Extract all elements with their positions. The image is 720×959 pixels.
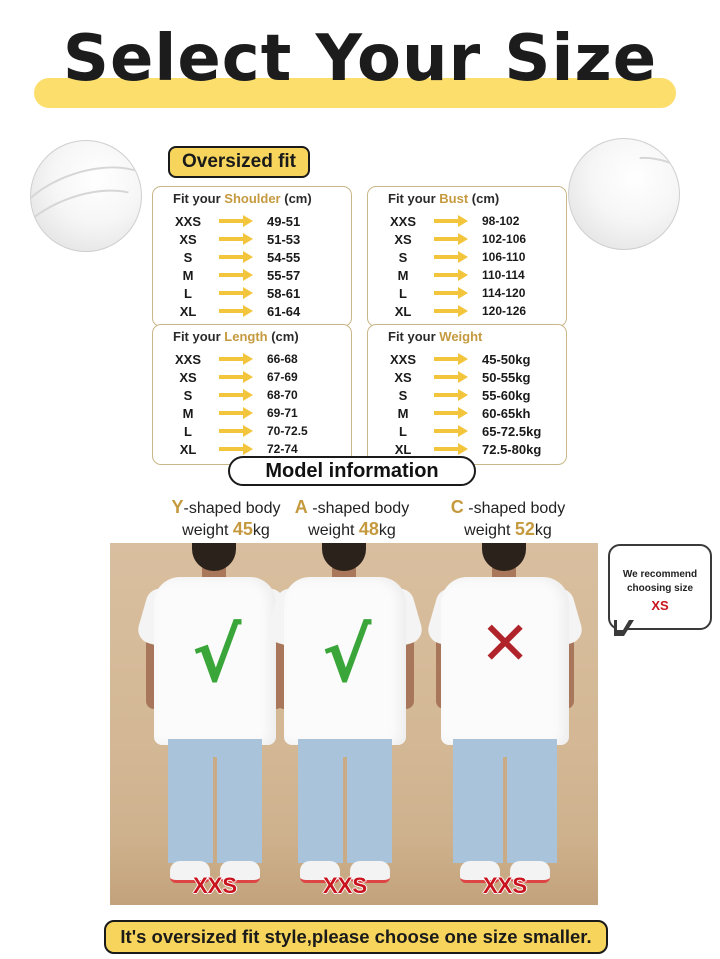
fabric-closeup-left bbox=[30, 140, 142, 252]
right-arrow-icon bbox=[434, 218, 468, 224]
check-mark-icon: √ bbox=[192, 613, 242, 699]
size-label: XXS bbox=[389, 213, 416, 229]
right-arrow-icon bbox=[434, 374, 468, 380]
right-arrow-icon bbox=[219, 392, 253, 398]
size-value: 70-72.5 bbox=[267, 424, 308, 438]
leg-gap bbox=[213, 757, 217, 863]
table-title bbox=[388, 191, 556, 206]
table-title-highlight: Length bbox=[224, 329, 268, 344]
recommend-line-1: We recommend bbox=[622, 569, 698, 580]
size-value: 65-72.5kg bbox=[482, 423, 542, 439]
weight-number: 48 bbox=[358, 519, 379, 539]
right-arrow-icon bbox=[434, 392, 468, 398]
size-label: S bbox=[183, 249, 193, 265]
right-arrow-icon bbox=[434, 410, 468, 416]
table-title-suffix: (cm) bbox=[280, 191, 312, 206]
recommend-line-2: choosing size bbox=[626, 583, 694, 594]
size-row bbox=[163, 212, 341, 230]
model-caption-a bbox=[262, 497, 442, 541]
right-arrow-icon bbox=[219, 236, 253, 242]
model-size-label: XXS bbox=[192, 873, 238, 898]
bubble-tail-inner bbox=[617, 620, 629, 630]
size-label: M bbox=[397, 405, 409, 421]
size-label: S bbox=[183, 387, 193, 403]
size-row bbox=[378, 386, 556, 404]
right-arrow-icon bbox=[434, 290, 468, 296]
table-title bbox=[388, 329, 556, 344]
shoulder-size-table bbox=[152, 186, 352, 327]
size-value: 45-50kg bbox=[482, 351, 531, 367]
weight-size-table bbox=[367, 324, 567, 465]
size-row bbox=[163, 302, 341, 320]
hair bbox=[192, 543, 236, 571]
body-shape-text: -shaped body bbox=[183, 500, 281, 517]
page-title: Select Your Size bbox=[62, 22, 658, 96]
recommendation-bubble bbox=[608, 544, 712, 630]
weight-unit: kg bbox=[378, 522, 396, 539]
size-row bbox=[163, 230, 341, 248]
size-label: XL bbox=[179, 441, 197, 457]
size-row bbox=[378, 230, 556, 248]
right-arrow-icon bbox=[219, 446, 253, 452]
size-advice-banner: It's oversized fit style,please choose one size smaller. bbox=[104, 920, 608, 954]
model-caption-c bbox=[418, 497, 598, 541]
size-row bbox=[163, 350, 341, 368]
size-label: L bbox=[184, 285, 192, 301]
recommend-size: XS bbox=[651, 598, 669, 613]
model-size-label: XXS bbox=[482, 873, 528, 898]
size-label: XS bbox=[394, 231, 412, 247]
size-label: XL bbox=[179, 303, 197, 319]
fit-badge: Oversized fit bbox=[168, 146, 310, 178]
size-row bbox=[163, 422, 341, 440]
leg-gap bbox=[503, 757, 507, 863]
fabric-fold bbox=[568, 138, 680, 250]
table-title-prefix: Fit your bbox=[388, 191, 440, 206]
leg-gap bbox=[343, 757, 347, 863]
size-value: 51-53 bbox=[267, 231, 301, 247]
size-row bbox=[378, 302, 556, 320]
weight-unit: kg bbox=[534, 522, 552, 539]
length-size-table bbox=[152, 324, 352, 465]
table-title-suffix: (cm) bbox=[468, 191, 500, 206]
size-value: 50-55kg bbox=[482, 369, 531, 385]
size-value: 55-60kg bbox=[482, 387, 531, 403]
model-information-header: Model information bbox=[228, 456, 476, 486]
size-value: 106-110 bbox=[482, 250, 526, 264]
body-shape-text: -shaped body bbox=[307, 500, 410, 517]
bust-size-table bbox=[367, 186, 567, 327]
size-label: M bbox=[397, 267, 409, 283]
size-row bbox=[378, 368, 556, 386]
size-row bbox=[163, 266, 341, 284]
right-arrow-icon bbox=[434, 308, 468, 314]
model-figure-c bbox=[430, 543, 580, 905]
right-arrow-icon bbox=[434, 236, 468, 242]
size-label: L bbox=[399, 423, 407, 439]
size-label: L bbox=[184, 423, 192, 439]
size-row bbox=[163, 368, 341, 386]
table-title-highlight: Bust bbox=[439, 191, 469, 206]
table-title bbox=[173, 191, 341, 206]
size-row bbox=[378, 284, 556, 302]
weight-prefix: weight bbox=[182, 522, 233, 539]
right-arrow-icon bbox=[219, 272, 253, 278]
size-value: 60-65kh bbox=[482, 405, 531, 421]
size-row bbox=[163, 248, 341, 266]
table-title-highlight: Shoulder bbox=[224, 191, 281, 206]
size-label: XS bbox=[179, 231, 197, 247]
size-row bbox=[163, 386, 341, 404]
right-arrow-icon bbox=[219, 290, 253, 296]
size-value: 67-69 bbox=[267, 370, 298, 384]
right-arrow-icon bbox=[219, 428, 253, 434]
size-label: XS bbox=[179, 369, 197, 385]
model-figure-y bbox=[140, 543, 290, 905]
size-label: M bbox=[182, 405, 194, 421]
right-arrow-icon bbox=[219, 308, 253, 314]
size-label: XL bbox=[394, 303, 412, 319]
size-value: 120-126 bbox=[482, 304, 527, 318]
right-arrow-icon bbox=[219, 410, 253, 416]
size-row bbox=[378, 248, 556, 266]
right-arrow-icon bbox=[434, 356, 468, 362]
table-title bbox=[173, 329, 341, 344]
right-arrow-icon bbox=[219, 254, 253, 260]
size-row bbox=[378, 404, 556, 422]
size-value: 98-102 bbox=[482, 214, 520, 228]
size-row bbox=[378, 266, 556, 284]
model-figure-a bbox=[270, 543, 420, 905]
right-arrow-icon bbox=[219, 374, 253, 380]
body-letter: A bbox=[294, 497, 308, 517]
size-label: M bbox=[182, 267, 194, 283]
table-title-prefix: Fit your bbox=[388, 329, 440, 344]
cross-mark-icon: ✕ bbox=[480, 609, 531, 679]
size-row bbox=[163, 404, 341, 422]
size-label: XXS bbox=[389, 351, 416, 367]
size-value: 58-61 bbox=[267, 285, 301, 301]
model-photo bbox=[110, 543, 598, 905]
size-value: 61-64 bbox=[267, 303, 301, 319]
weight-number: 52 bbox=[514, 519, 535, 539]
body-letter: C bbox=[450, 497, 464, 517]
size-label: S bbox=[398, 249, 408, 265]
size-row bbox=[378, 212, 556, 230]
size-row bbox=[163, 284, 341, 302]
weight-prefix: weight bbox=[464, 522, 515, 539]
size-value: 110-114 bbox=[482, 268, 525, 282]
size-value: 49-51 bbox=[267, 213, 301, 229]
right-arrow-icon bbox=[219, 218, 253, 224]
hair bbox=[322, 543, 366, 571]
size-label: XXS bbox=[174, 351, 201, 367]
right-arrow-icon bbox=[434, 272, 468, 278]
table-title-prefix: Fit your bbox=[173, 191, 225, 206]
table-title-highlight: Weight bbox=[439, 329, 483, 344]
weight-number: 45 bbox=[232, 519, 253, 539]
size-value: 72-74 bbox=[267, 442, 298, 456]
size-row bbox=[378, 422, 556, 440]
size-value: 54-55 bbox=[267, 249, 301, 265]
size-value: 68-70 bbox=[267, 388, 298, 402]
weight-prefix: weight bbox=[308, 522, 359, 539]
table-title-prefix: Fit your bbox=[173, 329, 225, 344]
right-arrow-icon bbox=[434, 446, 468, 452]
size-row bbox=[378, 350, 556, 368]
size-label: L bbox=[399, 285, 407, 301]
size-value: 69-71 bbox=[267, 406, 298, 420]
body-letter: Y bbox=[171, 497, 184, 517]
size-value: 66-68 bbox=[267, 352, 298, 366]
model-size-label: XXS bbox=[322, 873, 368, 898]
size-label: XL bbox=[394, 441, 412, 457]
body-shape-text: -shaped body bbox=[463, 500, 566, 517]
size-value: 102-106 bbox=[482, 232, 527, 246]
size-value: 55-57 bbox=[267, 267, 301, 283]
weight-unit: kg bbox=[252, 522, 270, 539]
size-label: XS bbox=[394, 369, 412, 385]
right-arrow-icon bbox=[219, 356, 253, 362]
fabric-closeup-right bbox=[568, 138, 680, 250]
size-value: 72.5-80kg bbox=[482, 441, 542, 457]
hair bbox=[482, 543, 526, 571]
right-arrow-icon bbox=[434, 428, 468, 434]
size-label: S bbox=[398, 387, 408, 403]
right-arrow-icon bbox=[434, 254, 468, 260]
table-title-suffix: (cm) bbox=[267, 329, 299, 344]
size-label: XXS bbox=[174, 213, 201, 229]
size-value: 114-120 bbox=[482, 286, 526, 300]
check-mark-icon: √ bbox=[322, 613, 372, 699]
